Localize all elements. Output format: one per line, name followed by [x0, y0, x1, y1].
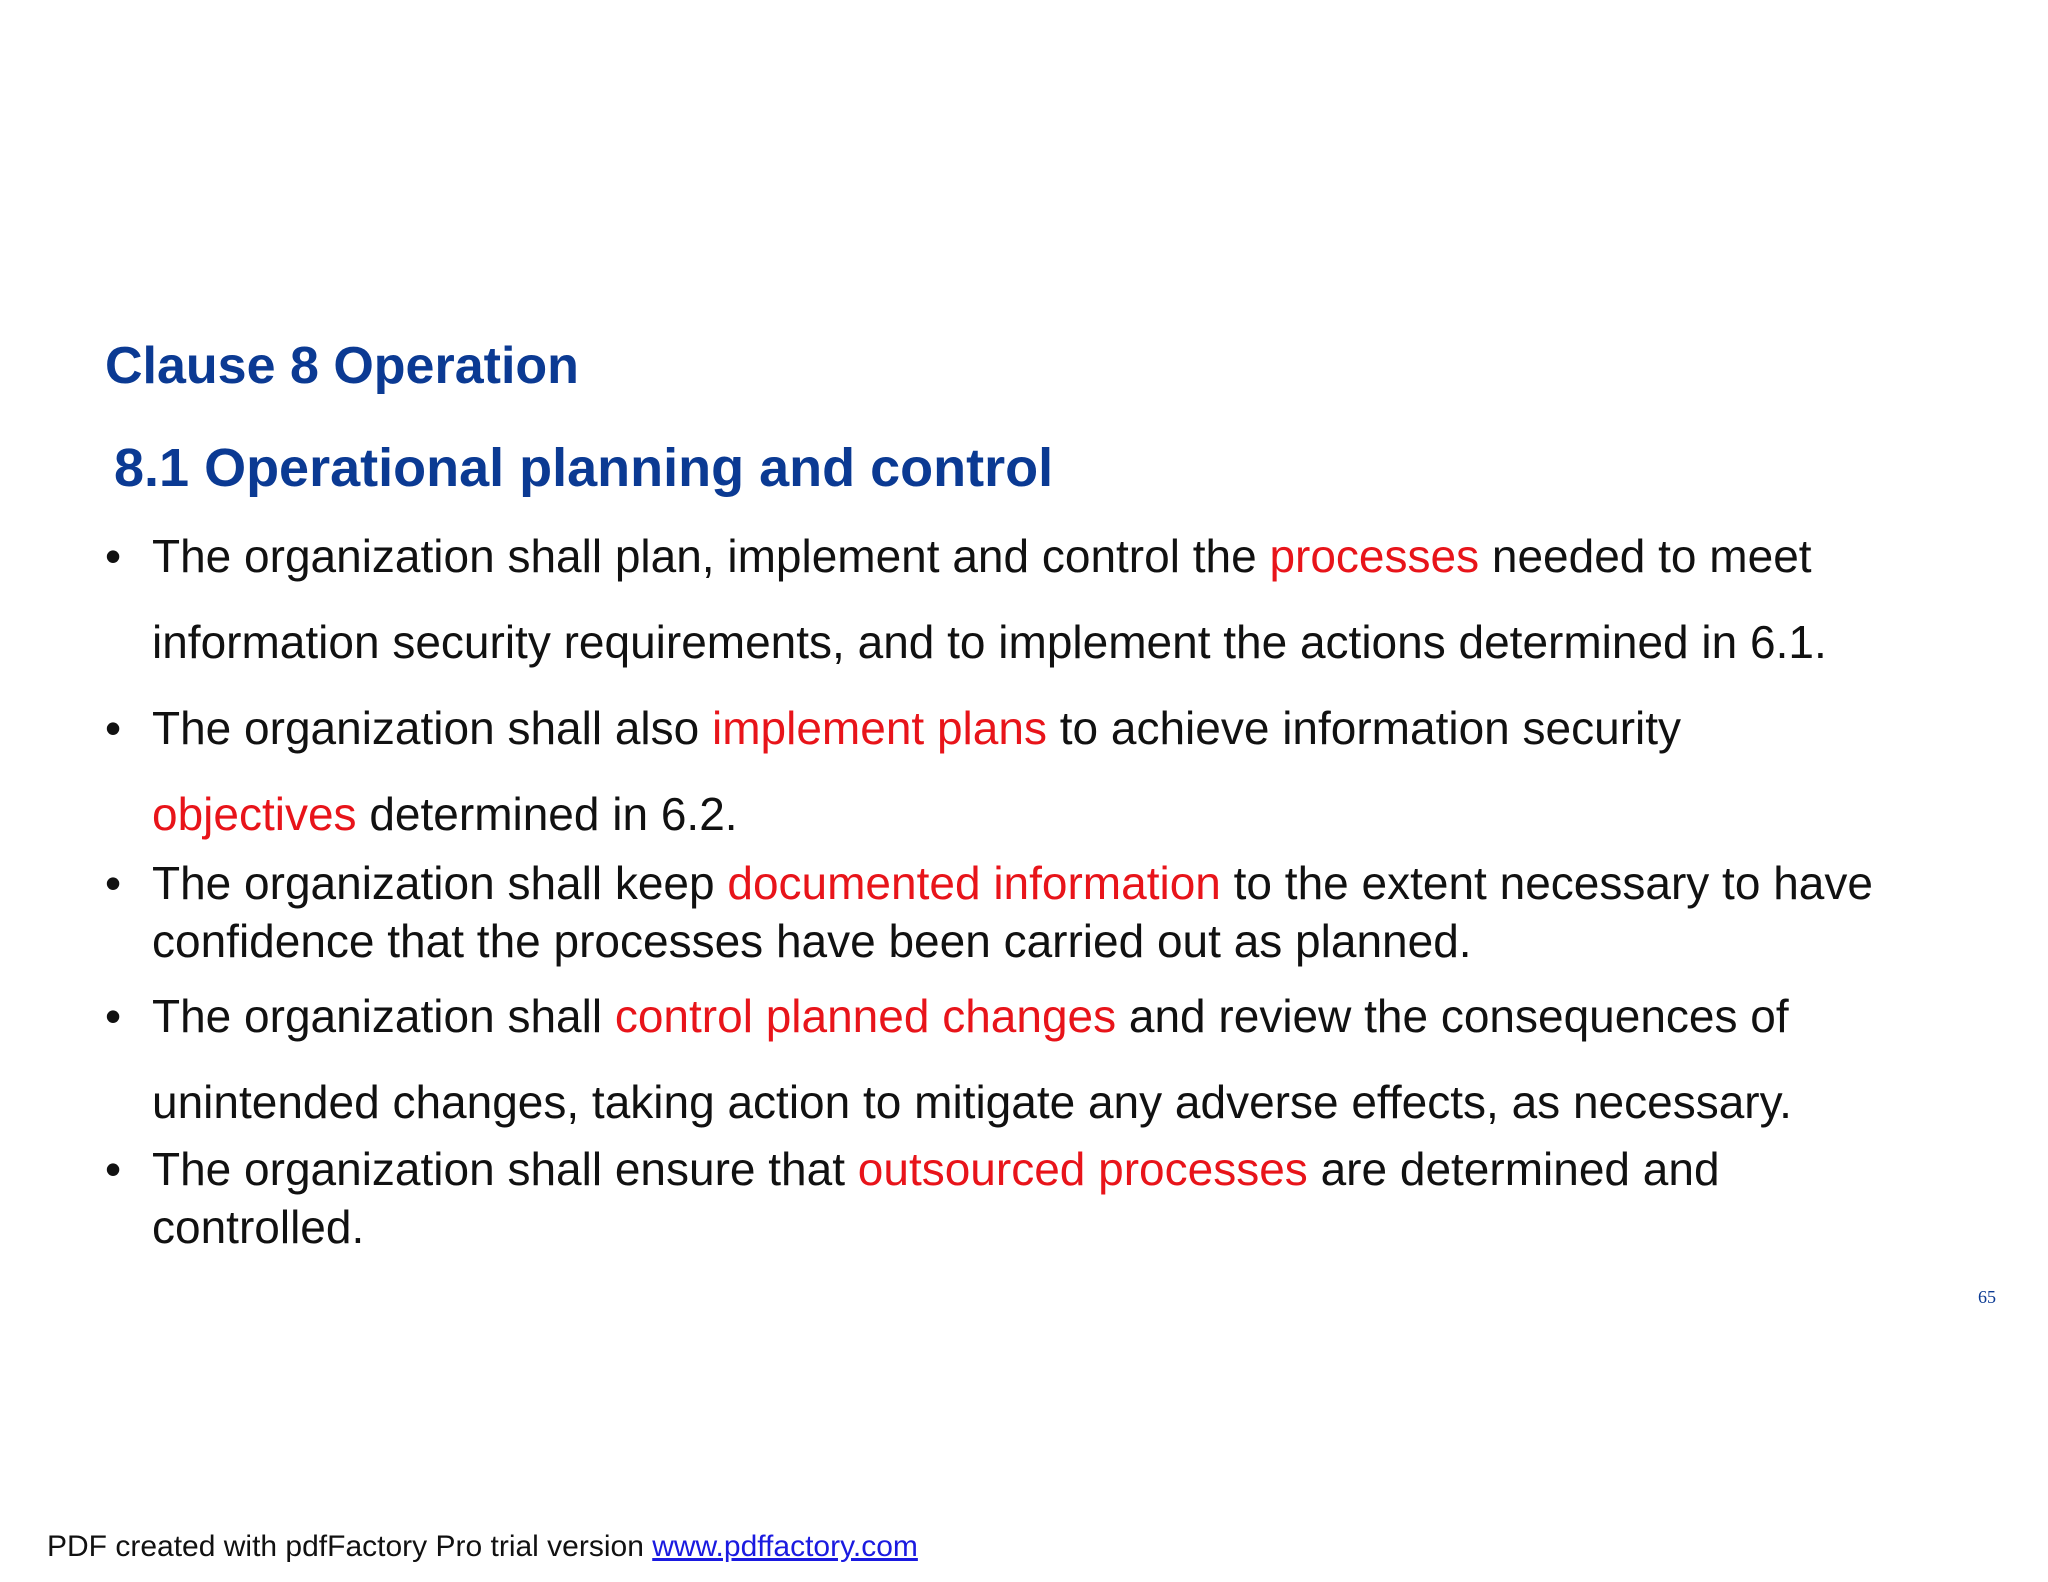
bullet-line: [152, 1141, 1720, 1197]
bullet-text: The organization shall also: [152, 702, 712, 754]
pdffactory-link[interactable]: www.pdffactory.com: [652, 1530, 918, 1563]
bullet-text: The organization shall keep: [152, 857, 728, 909]
page-number: 65: [1978, 1287, 1996, 1307]
clause-title: Clause 8 Operation: [105, 337, 579, 395]
bullet-symbol: •: [105, 702, 122, 754]
bullet-text: to the extent necessary to have: [1220, 857, 1873, 909]
bullet-line: [152, 988, 1789, 1044]
bullet-line: [152, 1074, 1792, 1130]
highlight-text: outsourced processes: [857, 1143, 1308, 1195]
bullet-item: [105, 1141, 2005, 1261]
footer-text: PDF created with pdfFactory Pro trial version: [47, 1530, 653, 1563]
section-title: 8.1 Operational planning and control: [114, 438, 1054, 498]
bullet-text: confidence that the processes have been carried out as planned.: [152, 915, 1472, 967]
highlight-text: implement plans: [712, 702, 1047, 754]
highlight-text: objectives: [152, 788, 357, 840]
bullet-line: [152, 855, 1873, 911]
bullet-item: [105, 855, 2005, 975]
bullet-line: [152, 700, 1681, 756]
pdf-footer: [47, 1530, 918, 1564]
bullet-text: unintended changes, taking action to mitigate any adverse effects, as necessary.: [152, 1076, 1792, 1128]
bullet-item: [105, 528, 2005, 668]
highlight-text: processes: [1269, 530, 1480, 582]
bullet-symbol: •: [105, 990, 122, 1042]
bullet-line: [152, 913, 1472, 969]
bullet-text: and review the consequences of: [1116, 990, 1789, 1042]
bullet-text: controlled.: [152, 1201, 365, 1253]
bullet-text: to achieve information security: [1046, 702, 1682, 754]
bullet-text: The organization shall ensure that: [152, 1143, 858, 1195]
bullet-text: needed to meet: [1479, 530, 1812, 582]
bullet-text: The organization shall plan, implement and control the: [152, 530, 1270, 582]
bullet-symbol: •: [105, 857, 122, 909]
bullet-symbol: •: [105, 530, 122, 582]
highlight-text: control planned changes: [614, 990, 1117, 1042]
highlight-text: documented information: [727, 857, 1221, 909]
bullet-line: [152, 528, 1812, 584]
bullet-symbol: •: [105, 1143, 122, 1195]
bullet-item: [105, 700, 2005, 840]
bullet-text: are determined and: [1307, 1143, 1720, 1195]
bullet-text: determined in 6.2.: [356, 788, 738, 840]
bullet-line: [152, 786, 738, 842]
bullet-line: [152, 1199, 364, 1255]
bullet-line: [152, 614, 1827, 670]
bullet-text: information security requirements, and to implement the actions determined in 6.1.: [152, 616, 1827, 668]
bullet-item: [105, 988, 2005, 1128]
bullet-text: The organization shall: [152, 990, 615, 1042]
